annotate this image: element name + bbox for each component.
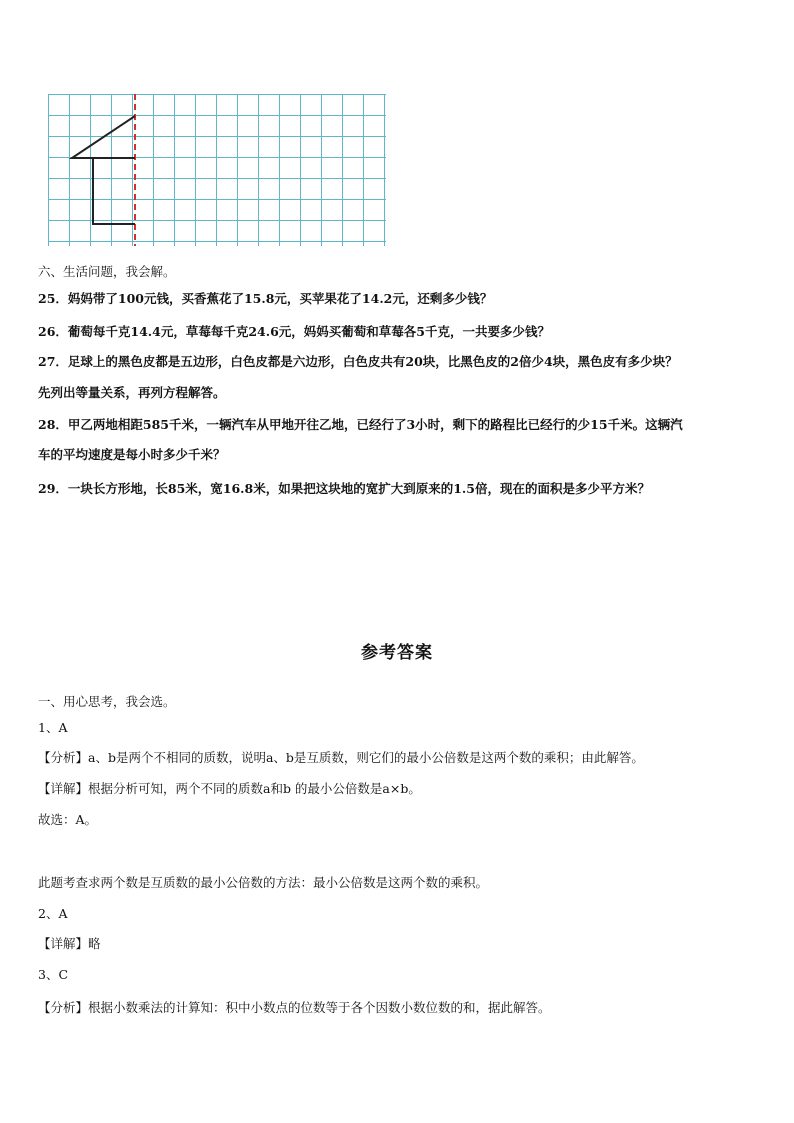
answer-3-analysis: 【分析】根据小数乘法的计算知：积中小数点的位数等于各个因数小数位数的和，据此解答。 — [38, 1000, 551, 1015]
half-shape-base — [93, 158, 135, 224]
question-27-line1: 27．足球上的黑色皮都是五边形，白色皮都是六边形，白色皮共有20块，比黑色皮的2倍少4块，黑色皮有多少块？ — [38, 354, 678, 369]
answer-section-heading: 一、用心思考，我会选。 — [38, 694, 176, 709]
answer-title: 参考答案 — [361, 643, 433, 663]
answer-2-detail: 【详解】略 — [38, 936, 101, 951]
answer-2-label: 2、A — [38, 906, 68, 921]
answer-1-detail: 【详解】根据分析可知，两个不同的质数a和b 的最小公倍数是a×b。 — [38, 781, 421, 796]
answer-3-label: 3、C — [38, 967, 69, 982]
answer-1-note: 此题考查求两个数是互质数的最小公倍数的方法：最小公倍数是这两个数的乘积。 — [38, 875, 489, 890]
grid-figure — [48, 94, 386, 246]
question-29: 29．一块长方形地，长85米，宽16.8米，如果把这块地的宽扩大到原来的1.5倍，现在的面积是多少平方米？ — [38, 481, 650, 496]
answer-1-label: 1、A — [38, 720, 68, 735]
answer-1-choice: 故选：A。 — [38, 812, 98, 827]
question-27-line2: 先列出等量关系，再列方程解答。 — [38, 385, 226, 400]
answer-1-analysis: 【分析】a、b是两个不相同的质数，说明a、b是互质数，则它们的最小公倍数是这两个数的乘积；由此解答。 — [38, 750, 644, 765]
question-26: 26．葡萄每千克14.4元，草莓每千克24.6元，妈妈买葡萄和草莓各5千克，一共要多少钱？ — [38, 324, 550, 339]
question-28-line1: 28．甲乙两地相距585千米，一辆汽车从甲地开往乙地，已经行了3小时，剩下的路程比已经行的少15千米。这辆汽 — [38, 417, 683, 432]
section-heading: 六、生活问题，我会解。 — [38, 264, 176, 279]
question-28-line2: 车的平均速度是每小时多少千米？ — [38, 447, 226, 462]
question-25: 25．妈妈带了100元钱，买香蕉花了15.8元，买苹果花了14.2元，还剩多少钱？ — [38, 291, 493, 306]
